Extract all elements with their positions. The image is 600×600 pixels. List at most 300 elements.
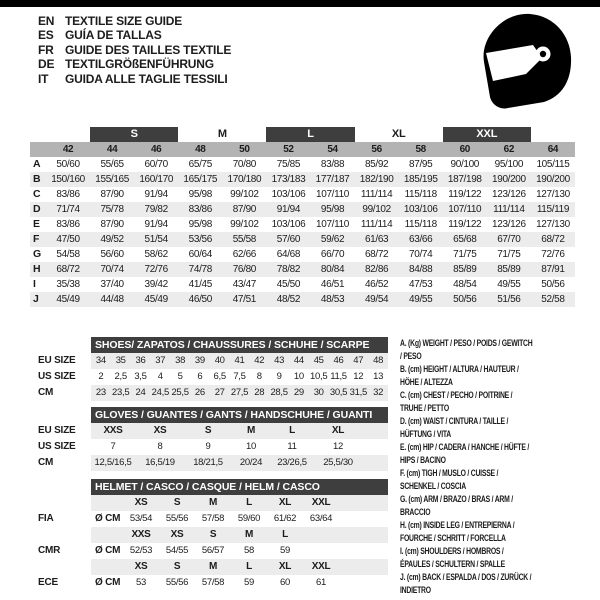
row-letter: D <box>33 203 41 215</box>
value-cell: 49/54 <box>364 294 389 305</box>
value-cell: 56/60 <box>100 249 124 260</box>
cell: 27 <box>214 387 225 398</box>
cell <box>91 559 123 575</box>
helmet-sizes-row <box>30 527 388 543</box>
cell: 6,5 <box>213 371 226 382</box>
value-cell: 50/56 <box>453 294 477 305</box>
helmet-table-band <box>91 479 388 495</box>
cell: M <box>244 529 254 540</box>
cell: 28,5 <box>270 387 288 398</box>
cell: 36 <box>135 355 146 366</box>
value-cell: 78/82 <box>276 264 301 275</box>
value-cell: 87/90 <box>232 204 256 215</box>
cell: XXS <box>131 529 151 540</box>
size-header-cell: 46 <box>150 144 162 155</box>
value-cell: 115/119 <box>536 204 570 215</box>
value-cell: 87/90 <box>100 219 124 230</box>
value-cell: 111/114 <box>360 219 393 230</box>
cell: 9 <box>276 371 282 382</box>
cell: M <box>208 497 218 508</box>
cell: 59 <box>244 577 254 588</box>
value-cell: 165/175 <box>183 174 218 185</box>
measurement-row-g <box>30 247 575 262</box>
cell: 63/64 <box>309 513 333 524</box>
size-header-cell: 62 <box>503 144 515 155</box>
value-cell: 66/70 <box>320 249 345 260</box>
cell: XS <box>134 497 148 508</box>
value-cell: 119/122 <box>448 189 482 200</box>
cell <box>91 495 123 511</box>
value-cell: 123/126 <box>492 219 526 230</box>
value-cell: 63/66 <box>409 234 433 245</box>
value-cell: 107/110 <box>316 219 350 230</box>
cell: 7 <box>110 441 116 452</box>
cell: 46 <box>333 355 344 366</box>
value-cell: 70/74 <box>100 264 124 275</box>
cell: XL <box>331 425 345 436</box>
cell: 48 <box>373 355 384 366</box>
cell: 27,5 <box>230 387 249 398</box>
value-cell: 64/68 <box>276 249 301 260</box>
value-cell: 99/102 <box>362 204 391 215</box>
value-cell: 43/47 <box>232 279 256 290</box>
cell: 53/54 <box>129 513 153 524</box>
cell: 18/21,5 <box>193 457 223 468</box>
value-cell: 71/74 <box>56 204 80 215</box>
value-cell: 46/52 <box>364 279 389 290</box>
value-cell: 48/53 <box>320 294 345 305</box>
cell: 10 <box>246 441 256 452</box>
cell: 8 <box>256 371 262 382</box>
cell: XXL <box>311 497 331 508</box>
value-cell: 111/114 <box>493 204 525 215</box>
cell: 23 <box>95 387 106 398</box>
row-label: CM <box>38 457 54 468</box>
measurement-rows <box>30 157 575 307</box>
cell: M <box>246 425 256 436</box>
value-cell: 95/98 <box>320 204 345 215</box>
cell: 24,5 <box>151 387 169 398</box>
value-cell: 123/126 <box>492 189 526 200</box>
value-cell: 87/90 <box>100 189 124 200</box>
cell: 52/53 <box>129 545 153 556</box>
value-cell: 48/52 <box>276 294 301 305</box>
size-header-cell: 50 <box>239 144 250 155</box>
cell <box>303 543 339 559</box>
gloves-table-band <box>91 407 388 423</box>
cell: XXS <box>103 425 123 436</box>
gloves-row-cm <box>30 455 388 471</box>
cell: 12,5/16,5 <box>94 457 132 468</box>
value-cell: 80/84 <box>320 264 345 275</box>
value-cell: 57/60 <box>276 234 301 245</box>
cell: 35 <box>115 355 126 366</box>
value-cell: 55/58 <box>232 234 256 245</box>
value-cell: 83/86 <box>56 189 80 200</box>
measurement-row-c <box>30 187 575 202</box>
cell: 12 <box>353 371 364 382</box>
value-cell: 84/88 <box>409 264 433 275</box>
value-cell: 91/94 <box>144 189 168 200</box>
cell: S <box>204 425 212 436</box>
helmet-row-fia <box>30 511 388 527</box>
value-cell: 58/62 <box>144 249 168 260</box>
cell: M <box>208 561 218 572</box>
cell: 25,5 <box>171 387 189 398</box>
row-label: FIA <box>38 513 54 524</box>
cell <box>91 527 123 543</box>
cell: 26 <box>194 387 205 398</box>
legend-item: C. (cm) CHEST / PECHO / POITRINE / TRUHE / PETTO <box>400 390 513 413</box>
size-header-cell: 48 <box>195 144 206 155</box>
language-row <box>38 57 231 71</box>
value-cell: 54/58 <box>56 249 80 260</box>
value-cell: 45/49 <box>56 294 80 305</box>
value-cell: 85/89 <box>453 264 477 275</box>
value-cell: 49/52 <box>100 234 124 245</box>
size-group-header-row <box>30 127 575 142</box>
value-cell: 105/115 <box>536 159 570 170</box>
size-number-header-row <box>30 142 575 157</box>
value-cell: 68/72 <box>364 249 389 260</box>
cell: 10 <box>293 371 304 382</box>
cell: 7,5 <box>233 371 246 382</box>
legend-item: A. (Kg) WEIGHT / PESO / POIDS / GEWITCH / PESO <box>400 338 533 361</box>
gloves-table-title: GLOVES / GUANTES / GANTS / HANDSCHUHE / GUANTI <box>95 409 373 421</box>
cell: 47 <box>353 355 364 366</box>
value-cell: 150/160 <box>51 174 85 185</box>
cell: 54/55 <box>165 545 189 556</box>
cell: 59 <box>280 545 290 556</box>
value-cell: 50/60 <box>56 159 80 170</box>
value-cell: 87/91 <box>541 264 565 275</box>
value-cell: 95/98 <box>188 219 212 230</box>
value-cell: 46/50 <box>188 294 212 305</box>
value-cell: 115/118 <box>404 189 437 200</box>
legend-item: H. (cm) INSIDE LEG / ENTREPIERNA / FOURCHE / SCHRITT / FORCELLA <box>400 520 515 543</box>
measurement-row-h <box>30 262 575 277</box>
cell: 11,5 <box>330 371 347 382</box>
language-code: ES <box>38 28 54 43</box>
row-label: ECE <box>38 577 58 588</box>
language-title: GUIDA ALLE TAGLIE TESSILI <box>65 71 228 86</box>
value-cell: 55/65 <box>100 159 124 170</box>
cell: 59/60 <box>237 513 261 524</box>
value-cell: 45/50 <box>276 279 301 290</box>
cell: 2 <box>98 371 104 382</box>
value-cell: 70/80 <box>232 159 256 170</box>
cell: S <box>173 561 181 572</box>
value-cell: 190/200 <box>536 174 570 185</box>
value-cell: 47/53 <box>409 279 433 290</box>
value-cell: 61/63 <box>364 234 389 245</box>
value-cell: 91/94 <box>276 204 301 215</box>
cell: XS <box>170 529 184 540</box>
size-header-cell: 44 <box>106 144 118 155</box>
gloves-row-us-size <box>30 439 388 455</box>
row-label: EU SIZE <box>38 425 76 436</box>
cell: 16,5/19 <box>145 457 175 468</box>
value-cell: 53/56 <box>188 234 212 245</box>
cell: XS <box>153 425 167 436</box>
value-cell: 82/86 <box>364 264 389 275</box>
cell: 10,5 <box>310 371 328 382</box>
helmet-size-table <box>30 479 388 591</box>
measurement-row-d <box>30 202 575 217</box>
value-cell: 85/89 <box>497 264 521 275</box>
cell: 56/57 <box>201 545 225 556</box>
row-letter: A <box>33 158 41 170</box>
cell: 12 <box>333 441 343 452</box>
cell: 28 <box>254 387 265 398</box>
value-cell: 177/187 <box>315 174 350 185</box>
row-label: CM <box>38 387 54 398</box>
value-cell: 68/72 <box>541 234 565 245</box>
cell: 61/62 <box>273 513 297 524</box>
cell: 37 <box>155 355 166 366</box>
cell: 13 <box>373 371 384 382</box>
cell: 43 <box>274 355 285 366</box>
cell: L <box>282 529 288 540</box>
cell: 53 <box>136 577 146 588</box>
value-cell: 99/102 <box>230 219 259 230</box>
cell: L <box>289 425 295 436</box>
value-cell: 173/183 <box>271 174 306 185</box>
value-cell: 190/200 <box>492 174 526 185</box>
shoes-row-us-size <box>30 369 388 385</box>
textile-size-table <box>30 127 575 307</box>
cell: 34 <box>95 355 106 366</box>
measurement-row-a <box>30 157 575 172</box>
value-cell: 103/106 <box>403 204 438 215</box>
cell: 9 <box>205 441 211 452</box>
language-title: GUIDE DES TAILLES TEXTILE <box>65 42 232 57</box>
accessory-tables <box>30 337 388 591</box>
cell: XS <box>134 561 148 572</box>
cell: 30 <box>313 387 324 398</box>
top-black-bar <box>0 0 600 7</box>
value-cell: 107/110 <box>448 204 482 215</box>
value-cell: 155/165 <box>95 174 129 185</box>
shoes-row-cm <box>30 385 388 401</box>
value-cell: 46/51 <box>320 279 345 290</box>
value-cell: 187/198 <box>447 174 482 185</box>
value-cell: 119/122 <box>448 219 482 230</box>
cell: 45 <box>313 355 324 366</box>
shoes-table-band <box>91 337 388 353</box>
row-label: US SIZE <box>38 371 76 382</box>
row-letter: I <box>33 278 36 290</box>
value-cell: 44/48 <box>100 294 124 305</box>
value-cell: 59/62 <box>320 234 345 245</box>
value-cell: 185/195 <box>403 174 438 185</box>
cell: 4 <box>157 371 163 382</box>
value-cell: 51/54 <box>144 234 168 245</box>
value-cell: 103/106 <box>271 219 306 230</box>
value-cell: 72/76 <box>541 249 565 260</box>
helmet-sizes-row <box>30 495 388 511</box>
value-cell: 127/130 <box>536 219 570 230</box>
value-cell: 111/114 <box>360 189 393 200</box>
value-cell: 52/58 <box>541 294 565 305</box>
value-cell: 49/55 <box>497 279 521 290</box>
value-cell: 60/70 <box>144 159 168 170</box>
helmet-sizes-row <box>30 559 388 575</box>
cell: Ø CM <box>95 513 121 524</box>
cell <box>303 527 339 543</box>
cell: XL <box>278 497 292 508</box>
racing-helmet-icon <box>477 12 577 109</box>
cell: L <box>246 497 252 508</box>
language-row <box>38 28 231 42</box>
size-header-cell: 60 <box>459 144 470 155</box>
cell: 29 <box>293 387 304 398</box>
value-cell: 45/49 <box>144 294 168 305</box>
legend-item: F. (cm) TIGH / MUSLO / CUISSE / SCHENKEL / COSCIA <box>400 468 499 491</box>
value-cell: 79/82 <box>144 204 168 215</box>
value-cell: 91/94 <box>144 219 168 230</box>
legend-item: J. (cm) BACK / ESPALDA / DOS / ZURÜCK / INDIETRO <box>400 572 532 595</box>
value-cell: 47/51 <box>232 294 256 305</box>
value-cell: 83/86 <box>56 219 80 230</box>
cell: Ø CM <box>95 577 121 588</box>
value-cell: 115/118 <box>404 219 437 230</box>
cell: 30,5 <box>329 387 348 398</box>
value-cell: 74/78 <box>188 264 212 275</box>
language-code: DE <box>38 57 55 72</box>
size-header-cell: 56 <box>371 144 382 155</box>
helmet-row-cmr <box>30 543 388 559</box>
value-cell: 68/72 <box>56 264 80 275</box>
helmet-table-header-row <box>30 479 388 495</box>
value-cell: 99/102 <box>230 189 259 200</box>
language-title: GUÍA DE TALLAS <box>65 28 162 43</box>
row-letter: J <box>33 293 39 305</box>
size-header-cell: 54 <box>327 144 338 155</box>
cell: S <box>209 529 217 540</box>
value-cell: 47/50 <box>56 234 80 245</box>
shoes-row-eu-size <box>30 353 388 369</box>
language-title-list <box>38 14 231 86</box>
row-letter: H <box>33 263 41 275</box>
language-code: IT <box>38 71 49 86</box>
helmet-row-ece <box>30 575 388 591</box>
cell: 41 <box>234 355 245 366</box>
value-cell: 37/40 <box>100 279 124 290</box>
gloves-table-header-row <box>30 407 388 423</box>
measurement-row-f <box>30 232 575 247</box>
shoes-size-table <box>30 337 388 401</box>
cell: 38 <box>175 355 186 366</box>
value-cell: 90/100 <box>450 159 480 170</box>
cell: 55/56 <box>165 513 189 524</box>
value-cell: 39/42 <box>144 279 168 290</box>
value-cell: 127/130 <box>536 189 570 200</box>
size-group-s: S <box>90 127 178 142</box>
measurement-row-j <box>30 292 575 307</box>
legend-item: G. (cm) ARM / BRAZO / BRAS / ARM / BRACCIO <box>400 494 513 517</box>
value-cell: 160/170 <box>139 174 174 185</box>
cell: 8 <box>157 441 163 452</box>
band-empty <box>30 127 90 142</box>
measurement-row-e <box>30 217 575 232</box>
value-cell: 95/100 <box>494 159 524 170</box>
size-header-cell: 52 <box>283 144 294 155</box>
size-group-xxl: XXL <box>443 127 531 142</box>
legend-item: I. (cm) SHOULDERS / HOMBROS / ÉPAULES / SCHULTERN / SPALLE <box>400 546 505 569</box>
cell: 25,5/30 <box>323 457 353 468</box>
row-label: EU SIZE <box>38 355 76 366</box>
size-group-l: L <box>266 127 354 142</box>
cell: 57/58 <box>201 577 225 588</box>
cell: Ø CM <box>95 545 121 556</box>
size-header-cell: 42 <box>62 144 74 155</box>
language-title: TEXTILGRÖßENFÜHRUNG <box>65 57 214 72</box>
legend-item: D. (cm) WAIST / CINTURA / TAILLE / HÜFTUNG / VITA <box>400 416 509 439</box>
language-row <box>38 72 231 86</box>
value-cell: 83/86 <box>188 204 212 215</box>
cell: 11 <box>287 441 297 452</box>
row-letter: G <box>33 248 42 260</box>
value-cell: 70/74 <box>409 249 433 260</box>
language-row <box>38 43 231 57</box>
measurement-row-b <box>30 172 575 187</box>
cell: S <box>173 497 181 508</box>
measurement-legend <box>400 337 533 597</box>
cell: L <box>246 561 252 572</box>
cell: 44 <box>293 355 304 366</box>
cell: 60 <box>280 577 290 588</box>
gloves-row-eu-size <box>30 423 388 439</box>
legend-item: E. (cm) HIP / CADERA / HANCHE / HÜFTE / HIPS / BACINO <box>400 442 530 465</box>
value-cell: 75/85 <box>276 159 301 170</box>
cell: 39 <box>194 355 205 366</box>
value-cell: 49/55 <box>409 294 433 305</box>
row-letter: E <box>33 218 41 230</box>
cell: 5 <box>177 371 183 382</box>
cell: 23/26,5 <box>277 457 307 468</box>
cell: 32 <box>373 387 384 398</box>
size-header-cell: 64 <box>547 144 559 155</box>
value-cell: 95/98 <box>188 189 212 200</box>
shoes-table-header-row <box>30 337 388 353</box>
cell: 3,5 <box>134 371 147 382</box>
row-letter: B <box>33 173 41 185</box>
value-cell: 71/75 <box>453 249 477 260</box>
value-cell: 85/92 <box>364 159 389 170</box>
value-cell: 72/76 <box>144 264 168 275</box>
cell: 20/24 <box>239 457 263 468</box>
size-group-m: M <box>217 128 227 140</box>
language-title: TEXTILE SIZE GUIDE <box>65 14 183 28</box>
value-cell: 170/180 <box>227 174 262 185</box>
cell: 57/58 <box>201 513 225 524</box>
value-cell: 62/66 <box>232 249 256 260</box>
language-code: EN <box>38 14 55 28</box>
cell: 6 <box>197 371 203 382</box>
gloves-size-table <box>30 407 388 471</box>
value-cell: 50/56 <box>541 279 565 290</box>
value-cell: 65/75 <box>188 159 212 170</box>
cell: 31,5 <box>349 387 367 398</box>
cell: 24 <box>135 387 146 398</box>
language-row <box>38 14 231 28</box>
size-header-cell: 58 <box>415 144 426 155</box>
value-cell: 65/68 <box>453 234 477 245</box>
legend-item: B. (cm) HEIGHT / ALTURA / HAUTEUR / HÖHE / ALTEZZA <box>400 364 519 387</box>
cell: 42 <box>254 355 265 366</box>
lower-section <box>30 337 575 597</box>
